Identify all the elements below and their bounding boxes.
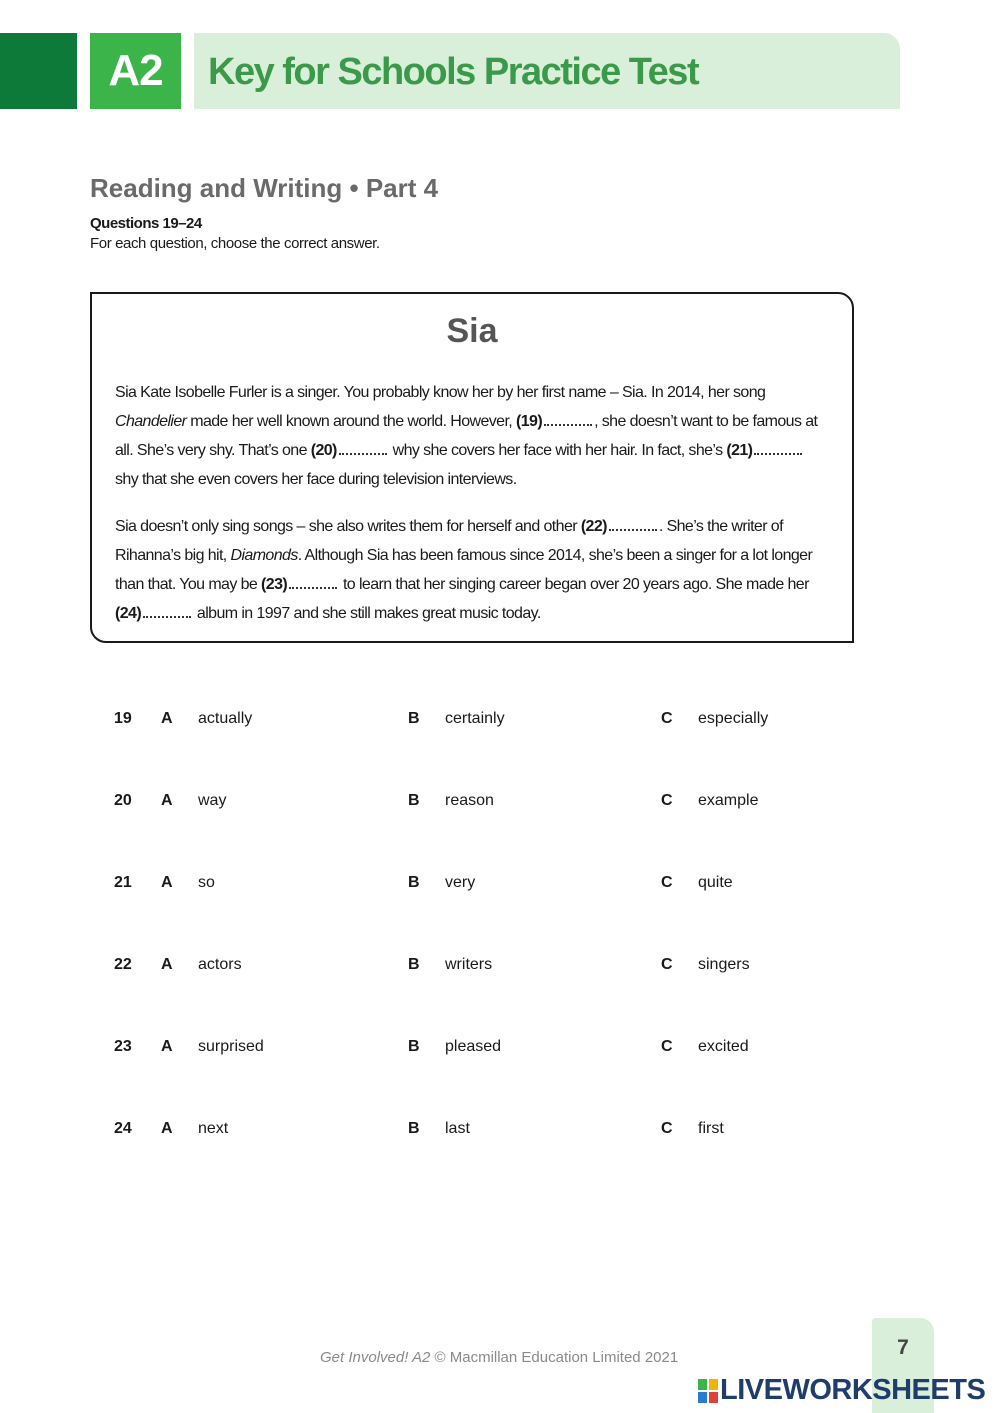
- passage-paragraph-2: Sia doesn’t only sing songs – she also writes them for herself and other (22) . She’s the writer of Rihanna’s big hit, Diamonds. Although Sia has been famous since 2014, she’s been a singer for a lot longer than that. You may be (23) to learn that her singing career began over 20 years ago. She made her (24) album in 1997 and she still makes great music today.: [115, 518, 813, 622]
- test-title: Key for Schools Practice Test: [208, 51, 699, 93]
- option-a[interactable]: actually: [198, 710, 253, 727]
- option-letter-a: A: [161, 1120, 173, 1137]
- question-number: 23: [114, 1038, 132, 1055]
- option-b[interactable]: writers: [445, 956, 493, 973]
- option-a[interactable]: so: [198, 874, 215, 891]
- option-letter-c: C: [661, 710, 673, 727]
- option-letter-b: B: [408, 1120, 420, 1137]
- option-c[interactable]: excited: [698, 1038, 749, 1055]
- passage-paragraph-1: Sia Kate Isobelle Furler is a singer. You probably know her by her first name – Sia. In 2014, her song Chandelier made her well known around the world. However, (19) , she doesn’t want to be famous at all. She’s very shy. That’s one (20) why she covers her face with her hair. In fact, she’s (21) shy that she even covers her face during television interviews.: [115, 384, 818, 488]
- option-letter-a: A: [161, 1038, 173, 1055]
- question-row: [0, 792, 1000, 822]
- option-c[interactable]: singers: [698, 956, 750, 973]
- gap-number-23: (23): [261, 576, 288, 593]
- question-number: 22: [114, 956, 132, 973]
- question-number: 21: [114, 874, 132, 891]
- gap-22[interactable]: [609, 517, 657, 531]
- gap-24[interactable]: [143, 604, 191, 618]
- option-letter-c: C: [661, 874, 673, 891]
- question-number: 20: [114, 792, 132, 809]
- option-b[interactable]: certainly: [445, 710, 505, 727]
- option-c[interactable]: quite: [698, 874, 733, 891]
- level-badge: A2: [90, 33, 181, 109]
- gap-number-21: (21): [726, 442, 753, 459]
- option-letter-c: C: [661, 1120, 673, 1137]
- section-title: Reading and Writing • Part 4: [90, 173, 439, 203]
- instruction-text: For each question, choose the correct answer.: [90, 235, 380, 252]
- gap-19[interactable]: [544, 412, 592, 426]
- option-a[interactable]: surprised: [198, 1038, 264, 1055]
- option-b[interactable]: very: [445, 874, 476, 891]
- gap-21[interactable]: [754, 441, 802, 455]
- option-letter-a: A: [161, 874, 173, 891]
- passage-title: Sia: [446, 312, 498, 350]
- page-number: 7: [897, 1336, 909, 1359]
- gap-23[interactable]: [289, 575, 337, 589]
- option-b[interactable]: last: [445, 1120, 470, 1137]
- option-c[interactable]: example: [698, 792, 759, 809]
- liveworksheets-watermark: LIVEWORKSHEETS: [720, 1374, 986, 1406]
- question-row: [0, 1038, 1000, 1068]
- option-b[interactable]: reason: [445, 792, 494, 809]
- question-row: [0, 874, 1000, 904]
- option-a[interactable]: next: [198, 1120, 229, 1137]
- question-number: 19: [114, 710, 132, 727]
- header-accent-block: [0, 33, 77, 109]
- gap-number-22: (22): [580, 518, 607, 535]
- liveworksheets-logo-icon: [698, 1379, 718, 1403]
- option-b[interactable]: pleased: [445, 1038, 502, 1055]
- gap-number-24: (24): [115, 605, 142, 622]
- option-letter-b: B: [408, 1038, 420, 1055]
- option-letter-a: A: [161, 710, 173, 727]
- option-letter-c: C: [661, 1038, 673, 1055]
- option-c[interactable]: especially: [698, 710, 769, 727]
- gap-number-20: (20): [310, 442, 337, 459]
- question-row: [0, 710, 1000, 740]
- gap-number-19: (19): [516, 413, 543, 430]
- question-number: 24: [114, 1120, 132, 1137]
- gap-20[interactable]: [339, 441, 387, 455]
- option-letter-a: A: [161, 956, 173, 973]
- option-letter-b: B: [408, 956, 420, 973]
- question-row: [0, 1120, 1000, 1150]
- question-row: [0, 956, 1000, 986]
- option-letter-c: C: [661, 956, 673, 973]
- option-letter-c: C: [661, 792, 673, 809]
- option-c[interactable]: first: [698, 1120, 724, 1137]
- option-a[interactable]: actors: [198, 956, 242, 973]
- option-letter-a: A: [161, 792, 173, 809]
- option-letter-b: B: [408, 874, 420, 891]
- option-letter-b: B: [408, 792, 420, 809]
- copyright-footer: Get Involved! A2 © Macmillan Education Limited 2021: [320, 1349, 679, 1366]
- option-letter-b: B: [408, 710, 420, 727]
- option-a[interactable]: way: [198, 792, 227, 809]
- questions-label: Questions 19–24: [90, 215, 202, 232]
